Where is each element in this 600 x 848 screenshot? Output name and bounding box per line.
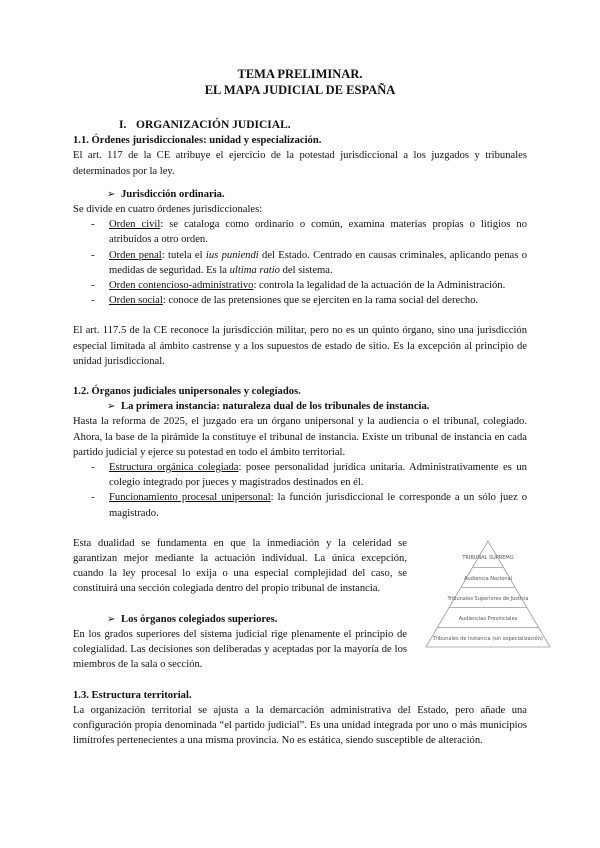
paragraph-estructura-territorial: La organización territorial se ajusta a la demarcación administrativa del Estado, pero añade una configuración propia denominada “el partido judicial”. Es una unidad integrada por uno o más municipios limítrofes pertenecientes a una misma provincia. No es estática, siendo susceptible de alteración. bbox=[73, 704, 527, 747]
list-item-orden-contencioso: - Orden contencioso-administrativo: controla la legalidad de la actuación de la Administración. bbox=[91, 280, 506, 292]
ordenes-list bbox=[73, 217, 527, 308]
pyramid-level-tribunal-supremo: TRIBUNAL SUPREMO bbox=[462, 555, 514, 561]
tribunal-instancia-list bbox=[73, 460, 527, 521]
judicial-pyramid-diagram bbox=[424, 539, 552, 651]
list-item-estructura-organica: - Estructura orgánica colegiada: posee personalidad jurídica unitaria. Administrativamente es un colegio integrado por jueces y magistrados destinados en él. bbox=[91, 462, 527, 489]
subheading-jurisdiccion-ordinaria: ➢ Jurisdicción ordinaria. bbox=[73, 187, 527, 202]
arrow-bullet-icon: ➢ bbox=[107, 401, 116, 413]
list-item-orden-civil: - Orden civil: se cataloga como ordinario o común, examina materias propias o litigios no atribuidos a otro orden. bbox=[91, 219, 528, 246]
pyramid-level-audiencia-nacional: Audiencia Nacional bbox=[464, 576, 512, 582]
subheading-primera-instancia: ➢ La primera instancia: naturaleza dual de los tribunales de instancia. bbox=[73, 399, 527, 414]
heading-1-2: 1.2. Órganos judiciales unipersonales y colegiados. bbox=[73, 386, 301, 398]
heading-1-3: 1.3. Estructura territorial. bbox=[73, 689, 192, 701]
document-title-line2: EL MAPA JUDICIAL DE ESPAÑA bbox=[204, 83, 396, 97]
paragraph-art-117: El art. 117 de la CE atribuye el ejercicio de la potestad jurisdiccional a los juzgados y tribunales determinados por la ley. bbox=[73, 150, 527, 177]
pyramid-level-tsj: Tribunales Superiores de Justicia bbox=[447, 596, 529, 602]
list-item-orden-penal: - Orden penal: tutela el ius puniendi del Estado. Centrado en causas criminales, aplicando penas o medidas de seguridad. Es la ultima ratio del sistema. bbox=[91, 249, 527, 276]
paragraph-reforma-2025: Hasta la reforma de 2025, el juzgado era un órgano unipersonal y la audiencia o el tribunal, colegiado. Ahora, la base de la pirámide la constituye el tribunal de instancia. Existe un tribunal de instancia en cada partido judicial y ejerce su potestad en todo el ámbito territorial. bbox=[73, 416, 527, 458]
subheading-organos-colegiados: ➢ Los órganos colegiados superiores. bbox=[73, 612, 407, 627]
section-number: I. bbox=[119, 119, 127, 131]
document-title-line1: TEMA PRELIMINAR. bbox=[237, 67, 363, 81]
pyramid-level-tribunales-instancia: Tribunales de Instancia (sin especialización) bbox=[433, 636, 543, 642]
arrow-bullet-icon: ➢ bbox=[107, 188, 116, 200]
arrow-bullet-icon: ➢ bbox=[107, 613, 116, 625]
section-title: ORGANIZACIÓN JUDICIAL. bbox=[136, 119, 291, 131]
paragraph-jurisdiccion-militar: El art. 117.5 de la CE reconoce la jurisdicción militar, pero no es un quinto órgano, sino una jurisdicción especial limitada al ámbito castrense y a los supuestos de estado de sitio. Es la excepción al principio de unidad jurisdiccional. bbox=[73, 325, 527, 367]
paragraph-divide: Se divide en cuatro órdenes jurisdiccionales: bbox=[73, 204, 263, 216]
pyramid-level-audiencias-provinciales: Audiencias Provinciales bbox=[458, 616, 518, 622]
heading-1-1: 1.1. Órdenes jurisdiccionales: unidad y especialización. bbox=[73, 135, 322, 147]
list-item-funcionamiento-procesal: - Funcionamiento procesal unipersonal: la función jurisdiccional le corresponde a un sólo juez o magistrado. bbox=[91, 492, 527, 519]
paragraph-dualidad: Esta dualidad se fundamenta en que la inmediación y la celeridad se garantizan mejor mediante la actuación individual. La única excepción, cuando la ley procesal lo exija o una especial complejidad del caso, se constituirá una sección colegiada dentro del propio tribunal de instancia. bbox=[73, 537, 407, 595]
list-item-orden-social: - Orden social: conoce de las pretensiones que se ejerciten en la rama social del derecho. bbox=[91, 295, 479, 307]
section-heading-organizacion bbox=[73, 118, 527, 133]
paragraph-colegialidad: En los grados superiores del sistema judicial rige plenamente el principio de colegialidad. Las decisiones son deliberadas y aceptadas por la mayoría de los miembros de la sala o sección. bbox=[73, 628, 407, 671]
